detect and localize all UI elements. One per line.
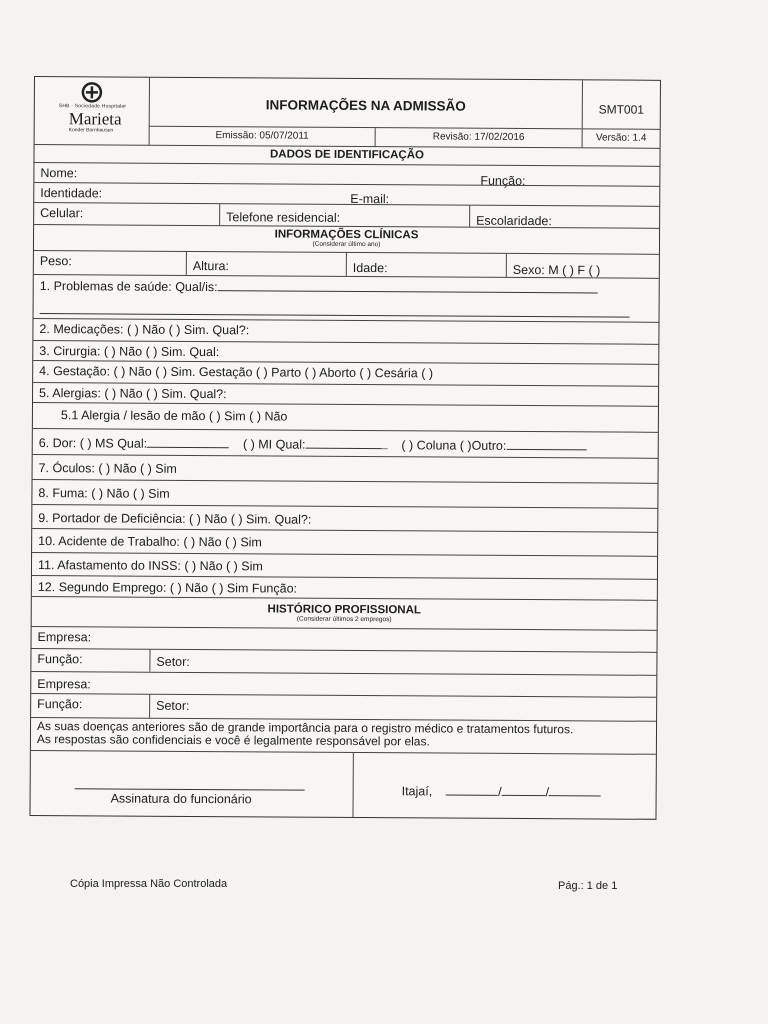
row-q1 (34, 274, 659, 322)
row-signature (30, 750, 655, 819)
form-code: SMT001 (598, 102, 645, 117)
section-historico-row (32, 596, 657, 630)
identidade-field[interactable]: Identidade: (40, 186, 103, 201)
sexo-field[interactable]: Sexo: M ( ) F ( ) (506, 254, 659, 278)
date-month-line[interactable] (502, 784, 546, 796)
q6-ms-label[interactable]: 6. Dor: ( ) MS Qual: (38, 436, 148, 451)
logo-subtitle: Konder Bornhausen (68, 127, 114, 134)
meta-row (150, 126, 582, 148)
date-field[interactable] (402, 783, 602, 799)
row-q7 (33, 454, 658, 483)
emissao-date: Emissão: 05/07/2011 (150, 127, 376, 146)
setor-2-field[interactable]: Setor: (149, 695, 656, 721)
email-field[interactable]: E-mail: (350, 191, 390, 207)
nome-field[interactable]: Nome: (40, 166, 78, 181)
row-q51 (33, 402, 658, 432)
q6-ms-line[interactable] (147, 436, 229, 449)
telefone-field[interactable]: Telefone residencial: (219, 204, 469, 227)
code-cell (582, 80, 660, 147)
celular-field[interactable]: Celular: (40, 206, 84, 221)
q2-label[interactable]: 2. Medicações: ( ) Não ( ) Sim. Qual?: (39, 322, 250, 338)
hospital-logo-icon (81, 81, 103, 103)
q1-label: 1. Problemas de saúde: Qual/is: (39, 279, 218, 295)
empresa-2-field[interactable]: Empresa: (37, 677, 91, 692)
declaration-note (31, 717, 656, 754)
signature-label: Assinatura do funcionário (110, 791, 252, 807)
setor-1-field[interactable]: Setor: (149, 650, 656, 675)
section-identificacao: DADOS DE IDENTIFICAÇÃO (269, 148, 425, 162)
admission-form (29, 76, 661, 820)
funcao-2-field[interactable]: Função: (37, 697, 83, 712)
footer-copy-notice: Cópia Impressa Não Controlada (70, 878, 228, 890)
q12-label[interactable]: 12. Segundo Emprego: ( ) Não ( ) Sim Função: (37, 580, 298, 596)
q11-label[interactable]: 11. Afastamento do INSS: ( ) Não ( ) Sim (37, 558, 263, 574)
peso-field[interactable]: Peso: (39, 254, 72, 269)
q6-mi-label[interactable]: ( ) MI Qual: (242, 437, 306, 452)
funcao-1-field[interactable]: Função: (37, 652, 83, 667)
logo-name: Marieta (68, 109, 122, 129)
q51-label[interactable]: 5.1 Alergia / lesão de mão ( ) Sim ( ) Não (60, 408, 288, 424)
q6-outro-line[interactable] (506, 438, 586, 450)
declaration-line-2: As respostas são confidenciais e você é legalmente responsável por elas. (36, 732, 430, 749)
q1-answer-line[interactable] (218, 279, 598, 293)
historico-subtitle: (Considerar últimos 2 empregos) (296, 615, 392, 624)
logo-small-text: SHB · Sociedade Hospitalar (58, 103, 127, 110)
q10-label[interactable]: 10. Acidente de Trabalho: ( ) Não ( ) Sim (38, 534, 262, 550)
q3-label[interactable]: 3. Cirurgia: ( ) Não ( ) Sim. Qual: (39, 344, 220, 360)
q4-label[interactable]: 4. Gestação: ( ) Não ( ) Sim. Gestação ( ) Parto ( ) Aborto ( ) Cesária ( ) (39, 364, 434, 381)
q1-answer-line-2[interactable] (40, 302, 630, 318)
logo (35, 77, 150, 145)
escolaridade-field[interactable]: Escolaridade: (469, 206, 659, 228)
date-sep-1: / (498, 784, 502, 799)
signature-line[interactable] (75, 788, 305, 790)
title-cell (150, 78, 582, 148)
date-sep-2: / (545, 785, 550, 800)
declaration-line-1: As suas doenças anteriores são de grande importância para o registro médico e tratamentos futuros. (36, 719, 574, 737)
empresa-1-field[interactable]: Empresa: (37, 630, 92, 645)
date-day-line[interactable] (446, 784, 498, 796)
section-clinicas: INFORMAÇÕES CLÍNICAS (274, 228, 419, 242)
q6-outro-label[interactable]: ( ) Coluna ( )Outro: (401, 438, 507, 453)
date-cell (352, 753, 655, 819)
q6-mi-line[interactable] (306, 437, 388, 450)
form-header (35, 77, 660, 149)
footer-page-number: Pág.: 1 de 1 (558, 880, 618, 892)
form-title: INFORMAÇÕES NA ADMISSÃO (265, 97, 466, 114)
q5-label[interactable]: 5. Alergias: ( ) Não ( ) Sim. Qual?: (39, 386, 227, 402)
idade-field[interactable]: Idade: (346, 253, 506, 277)
section-clinicas-row (34, 224, 659, 254)
signature-cell (30, 751, 352, 817)
section-historico: HISTÓRICO PROFISSIONAL (267, 603, 421, 617)
date-year-line[interactable] (549, 784, 601, 796)
funcao-field[interactable]: Função: (480, 173, 526, 189)
altura-field[interactable]: Altura: (186, 252, 346, 276)
revisao-date: Revisão: 17/02/2016 (432, 131, 525, 143)
clinicas-subtitle: (Considerar último ano) (312, 240, 381, 249)
row-q6 (33, 428, 658, 458)
q9-label[interactable]: 9. Portador de Deficiência: ( ) Não ( ) Sim. Qual?: (38, 511, 312, 527)
city-label: Itajaí, (401, 784, 433, 799)
row-q8 (32, 479, 657, 508)
q7-label[interactable]: 7. Óculos: ( ) Não ( ) Sim (38, 461, 177, 476)
q8-label[interactable]: 8. Fuma: ( ) Não ( ) Sim (38, 486, 170, 501)
form-version: Versão: 1.4 (583, 128, 660, 147)
